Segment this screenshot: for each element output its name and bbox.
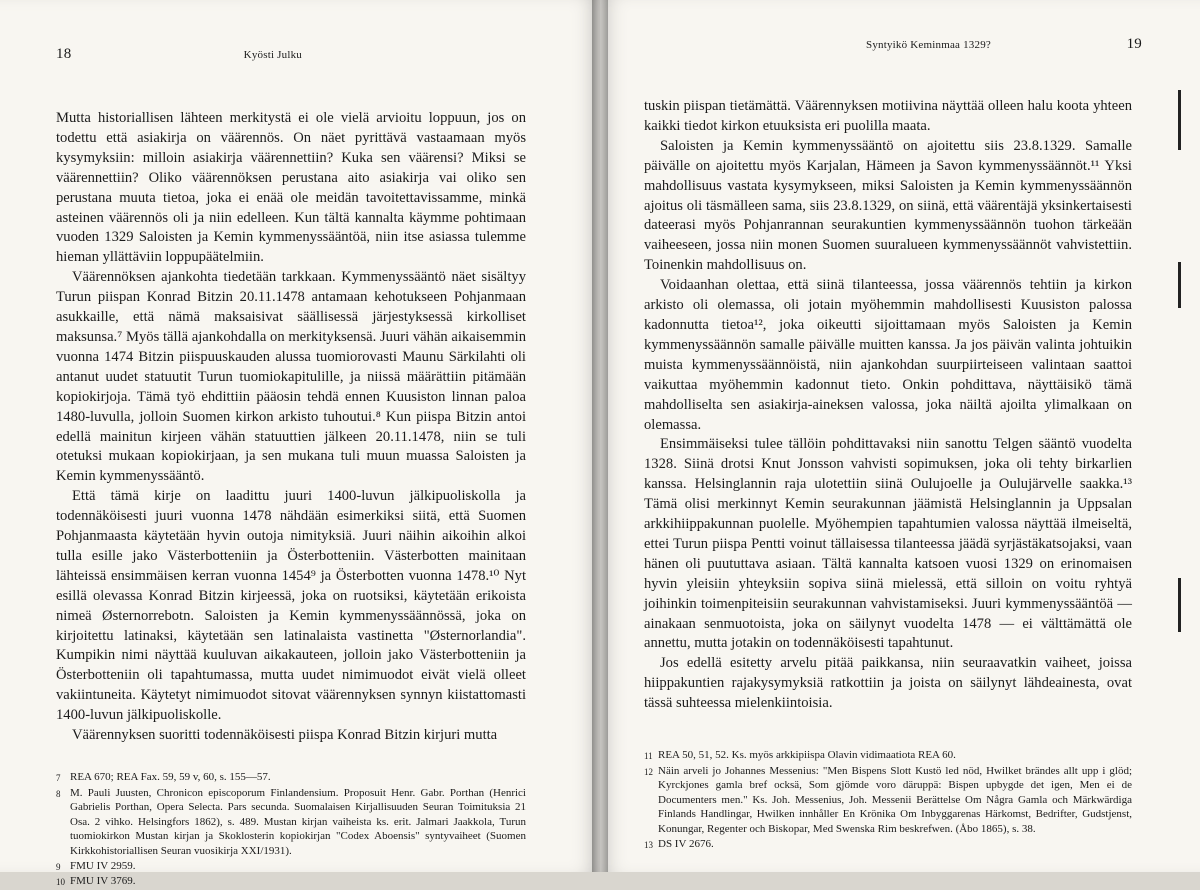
- footnote: [644, 748, 1132, 764]
- footnote: [56, 770, 526, 786]
- paragraph: Että tämä kirje on laadittu juuri 1400-luvun jälkipuoliskolla ja todennäköisesti juuri vuonna 1478 nähdään esimerkiksi siitä, että Suomen Pohjanmaasta käytetään hyvin outoja nimityksiä. Juuri näihin aikoihin alkoi tulla esille jako Västerbotteniin ja Österbotteniin. Västerbotten mainitaan lähteissä ensimmäisen kerran vuonna 1454⁹ ja Österbotten vuonna 1478.¹⁰ Nyt esillä olevassa Konrad Bitzin kirjeessä, joka on ruotsiksi, käytetään erikoista nimeä Østernorrebotn. Saloisten ja Kemin kymmenyssäännössä, joka on kirjoitettu latinaksi, käytetään sen latinalaista vastinetta "Østernorlandia". Kumpikin nimi näyttää kuuluvan aikakauteen, jolloin jako Västerbotteniin ja Österbotteniin oli tapahtumassa, mutta uudet nimimuodot eivät vielä olleet vakiintuneita. Käytetyt nimimuodot sitovat väärennyksen synnyn kiistattomasti 1400-luvun jälkipuoliskolle.: [56, 488, 526, 724]
- footnote-number: 13: [644, 839, 653, 850]
- footnote-number: 11: [644, 751, 653, 762]
- scan-edge-mark: [1178, 90, 1181, 150]
- right-footnotes: [644, 748, 1132, 852]
- footnote-text: M. Pauli Juusten, Chronicon episcoporum Finlandensium. Proposuit Henr. Gabr. Porthan (Henrici Gabrielis Porthan, Opera Selecta. Pars secunda. Suomalaisen Kirjallisuuden Seuran Toimituksia 21 Osa. 2 vihko. Helsingfors 1862), s. 489. Mustan kirjan vaiheista ks. erit. Jalmari Jaakkola, Turun tuomiokirkon Mustan kirjan ja Skoklosterin kopiokirjan "Codex Aboensis" syntyvaiheet (Suomen Kirkkohistoriallisen Seuran vuosikirja XXI/1931).: [70, 786, 526, 857]
- left-running-title: Kyösti Julku: [243, 49, 302, 61]
- scan-edge-mark: [1178, 262, 1181, 308]
- right-page: [600, 0, 1200, 872]
- footnote-number: 9: [56, 861, 61, 872]
- right-running-title: Syntyikö Keminmaa 1329?: [866, 39, 991, 51]
- left-page: [0, 0, 600, 888]
- paragraph: Mutta historiallisen lähteen merkitystä ei ole vielä arvioitu loppuun, jos on todettu että asiakirja on väärennös. On näet pyrittävä vastaamaan myös kysymyksiin: milloin asiakirja väärennettiin? Kuka sen väärensi? Miksi se väärennettiin? Oliko väärennöksen perustana aito asiakirja vai oliko sen perustana muuta tietoa, joka ei enää ole meidän tavoitettavissamme, minkä asteinen väärennös oli ja niin edelleen. Kun tältä kannalta käymme pohtimaan vuoden 1329 Saloisten ja Kemin kymmenyssääntöä, niin itse asiassa tulemme hieman yllättäviin loppupäätelmiin.: [56, 110, 526, 266]
- right-running-head: [644, 36, 1142, 53]
- left-page-number: 18: [56, 46, 72, 62]
- paragraph: Väärennöksen ajankohta tiedetään tarkkaan. Kymmenyssääntö näet sisältyy Turun piispan Konrad Bitzin 20.11.1478 antamaan kehotukseen Pohjanmaan asukkaille, että nämä maksaisivat säällisessä järjestyksessä kirkolliset maksunsa.⁷ Myös tällä ajankohdalla on merkityksensä. Juuri vähän aikaisemmin vuonna 1474 Bitzin piispuuskauden alussa tuomiorovasti Maunu Särkilahti oli antanut uudet statuutit Turun tuomiokapitulille, ja niissä määrättiin pitämään kopiokirjoja. Tämä työ ehdittiin pääosin tehdä ennen Kuusiston linnan paloa 1480-luvulla, jolloin Suomen kirkon arkisto tuhoutui.⁸ Kun piispa Bitzin antoi edellä mainitun kirjeen vähän statuuttien jälkeen 20.11.1478, niin se tuli otetuksi mukaan kopiokirjaan, ja sen mukana tuli muun muassa Saloisten ja Kemin kymmenyssääntö.: [56, 269, 526, 485]
- footnote-text: DS IV 2676.: [658, 837, 714, 850]
- footnote: [56, 786, 526, 859]
- right-page-number: 19: [1126, 36, 1142, 52]
- paragraph: Saloisten ja Kemin kymmenyssääntö on ajoitettu siis 23.8.1329. Samalle päivälle on ajoitettu myös Karjalan, Hämeen ja Savon kymmenyssäännöt.¹¹ Yksi mahdollisuus vastata kysymykseen, miksi Saloisten ja Kemin kymmenyssäännön ajoitus oli täsmälleen sama, siis 23.8.1329, on siinä, että väärentäjä yksinkertaisesti dateerasi myös Pohjanrannan seurakuntien kymmenyssäännön tuohon tärkeään vaiheeseen, jossa niin monen Suomen suuralueen kymmenyssäännöt vahvistettiin. Toinenkin mahdollisuus on.: [644, 137, 1132, 274]
- left-running-head: [56, 46, 562, 63]
- footnote-number: 10: [56, 877, 65, 888]
- scan-edge-mark: [1178, 578, 1181, 632]
- footnote-text: FMU IV 2959.: [70, 859, 136, 872]
- footnote: [56, 874, 526, 890]
- book-gutter: [592, 0, 608, 872]
- footnote: [644, 764, 1132, 837]
- footnote-text: Näin arveli jo Johannes Messenius: "Men Bispens Slott Kustö led nöd, Hwilket brändes allt upp i glöd; Kyrckjones gamla bref ocksä, Som gjömde voro däruppä: Bispen upbygde det igen, Men ei de Documenters men." Ks. Joh. Messenius, Joh. Messenii Berättelse Om Några Gamla och Märkwärdiga Finlands Handlingar, Hwilken innhåller En Krönika Om Inbyggarenas Härkomst, Bedrifter, Gudstjenst, Konungar, Regenter och Biskopar, Med Swenska Rim beskrefwen. (Åbo 1865), s. 38.: [658, 764, 1132, 836]
- footnote-number: 7: [56, 773, 61, 783]
- paragraph: Väärennyksen suoritti todennäköisesti piispa Konrad Bitzin kirjuri mutta: [72, 727, 498, 744]
- paragraph: Ensimmäiseksi tulee tällöin pohdittavaksi niin sanottu Telgen sääntö vuodelta 1328. Siinä drotsi Knut Jonsson vahvisti sopimuksen, joka oli tehty birkarlien kanssa. Helsinglannin raja ulotettiin siinä Oulujoelle ja Oulujärvelle saakka.¹³ Tämä olisi merkinnyt Kemin seurakunnan jäämistä Helsinglannin ja Uppsalan arkkihiippakunnan puolelle. Myöhempien tapahtumien valossa näyttää ilmeiseltä, ettei Turun piispa Pentti voinut tällaisessa tilanteessa jäädä syrjästäkatsojaksi, vaan hänen oli puututtava asiaan. Tältä kannalta katsoen vuosi 1329 on erinomaisen hyvin yleisiin yhteyksiin sopiva siinä mielessä, että silloin on voitu ryhtyä joihinkin toimenpiteisiin seurakunnan vahvistamiseksi. Juuri kymmenyssääntöä — ainakaan senmuotoista, joka on säilynyt vuodelta 1478 — ei välttämättä ole annettu, mutta jotakin on todennäköisesti tapahtunut.: [644, 436, 1132, 652]
- paragraph: Jos edellä esitetty arvelu pitää paikkansa, niin seuraavatkin vaiheet, joissa hiippakuntien rajakysymyksiä ratkottiin ja joista on säilynyt lähdeainesta, ovat tässä suhteessa mielenkiintoisia.: [644, 655, 1132, 712]
- footnote: [644, 837, 1132, 853]
- right-body-text: [644, 97, 1132, 714]
- footnote-text: REA 670; REA Fax. 59, 59 v, 60, s. 155—57.: [70, 771, 271, 783]
- footnote-number: 8: [56, 788, 61, 799]
- paragraph: tuskin piispan tietämättä. Väärennyksen motiivina näyttää olleen halu koota yhteen kaikki tiedot kirkon etuuksista eri puolilla maata.: [644, 98, 1132, 134]
- footnote-text: FMU IV 3769.: [70, 875, 136, 888]
- left-body-text: [56, 109, 526, 746]
- paragraph: Voidaanhan olettaa, että siinä tilanteessa, jossa väärennös tehtiin ja kirkon arkisto oli olemassa, oli jotain myöhemmin mahdollisesti Kuusiston palossa kadonnutta tietoa¹², joka oikeutti sijoittamaan myös Saloisten ja Kemin kymmenyssäännön samalle päivälle muitten kanssa. Ja jos päivän valinta johtuikin muista kymmenyssäännöistä, niin ajankohdan suurpiirteiseen valintaan saattoi vaikuttaa myöhemmin kadonnut tieto. Onkin pohdittava, näyttäisikö tämä mahdolliselta sen asiakirja-aineksen valossa, joka näiltä ajoilta ylimalkaan on olemassa.: [644, 277, 1132, 433]
- footnote-number: 12: [644, 766, 653, 777]
- footnote-text: REA 50, 51, 52. Ks. myös arkkipiispa Olavin vidimaatiota REA 60.: [658, 749, 956, 762]
